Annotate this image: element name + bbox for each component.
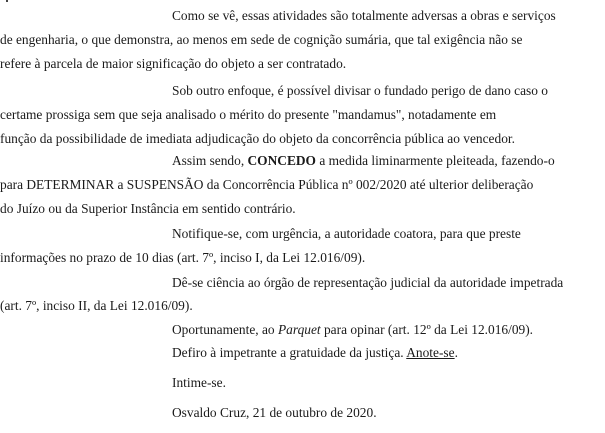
paragraph-2-line-2: certame prossiga sem que seja analisado o mérito do presente "mandamus", notadamente em [0,107,497,122]
paragraph-2-line-3: função da possibilidade de imediata adjudicação do objeto da concorrência pública ao vencedor. [0,131,515,146]
paragraph-5-line-1: Dê-se ciência ao órgão de representação judicial da autoridade impetrada [172,275,564,290]
paragraph-6-line-1 [172,322,533,338]
paragraph-1-line-3: refere à parcela de maior significação do objeto a ser contratado. [0,56,347,71]
paragraph-6-intro: Oportunamente, ao [172,322,278,337]
intime-se-line: Intime-se. [172,375,226,390]
paragraph-4-line-1: Notifique-se, com urgência, a autoridade coatora, para que preste [172,226,521,241]
paragraph-1-line-2: de engenharia, o que demonstra, ao menos em sede de cognição sumária, que tal exigência não se [0,32,523,47]
paragraph-7-intro: Defiro à impetrante a gratuidade da justiça. [172,345,407,360]
paragraph-4-line-2: informações no prazo de 10 dias (art. 7º, inciso I, da Lei 12.016/09). [0,250,366,265]
paragraph-6-rest: para opinar (art. 12º da Lei 12.016/09). [320,322,534,337]
paragraph-1-line-1: Como se vê, essas atividades são totalmente adversas a obras e serviços [172,8,556,23]
top-edge-mark [6,0,8,2]
anote-se-underlined: Anote-se [406,345,455,360]
paragraph-5-line-2: (art. 7º, inciso II, da Lei 12.016/09). [0,298,193,313]
paragraph-3-intro: Assim sendo, [172,153,248,168]
paragraph-7-rest: . [454,345,458,360]
concedo-bold: CONCEDO [247,153,316,168]
date-location-line: Osvaldo Cruz, 21 de outubro de 2020. [172,405,377,420]
paragraph-3-line-1 [172,153,555,169]
paragraph-2-line-1: Sob outro enfoque, é possível divisar o fundado perigo de dano caso o [172,83,548,98]
paragraph-7-line-1 [172,345,458,361]
paragraph-3-line-3: do Juízo ou da Superior Instância em sentido contrário. [0,201,296,216]
parquet-italic: Parquet [277,322,321,337]
paragraph-3-line-2: para DETERMINAR a SUSPENSÃO da Concorrência Pública nº 002/2020 até ulterior deliberação [0,177,534,192]
paragraph-3-rest: a medida liminarmente pleiteada, fazendo-o [315,153,555,168]
